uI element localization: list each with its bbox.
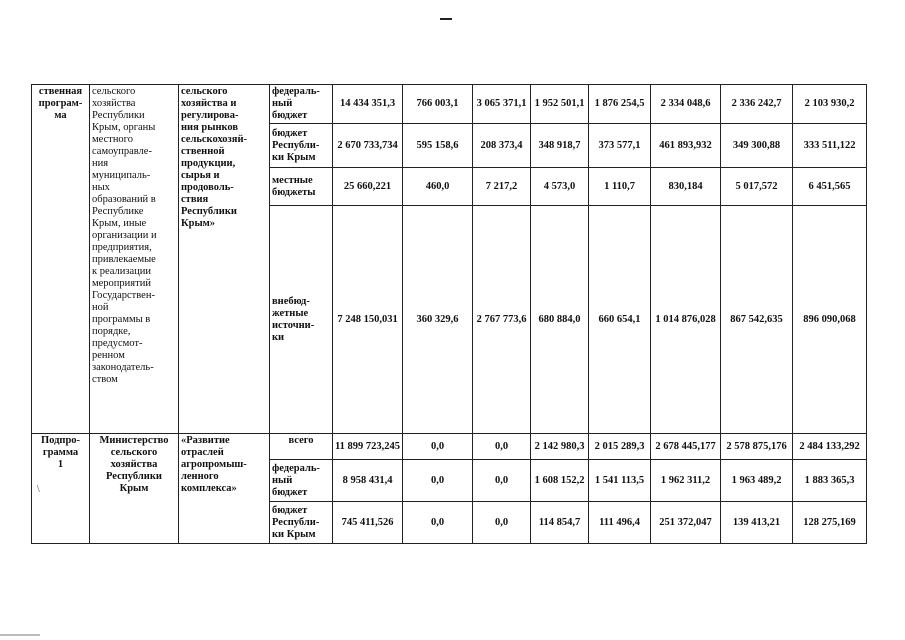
- value-cell: 373 577,1: [589, 124, 651, 168]
- value-cell: 251 372,047: [651, 502, 721, 544]
- value-cell: 333 511,122: [793, 124, 867, 168]
- margin-mark: \: [37, 484, 40, 495]
- value-cell: 1 876 254,5: [589, 85, 651, 124]
- funding-source-cell: местные бюджеты: [270, 168, 333, 206]
- subprogram-cell: Подпро- грамма 1: [32, 434, 90, 544]
- value-cell: 1 963 489,2: [721, 460, 793, 502]
- value-cell: 111 496,4: [589, 502, 651, 544]
- funding-source-cell: бюджет Республи- ки Крым: [270, 124, 333, 168]
- value-cell: 0,0: [473, 434, 531, 460]
- program-cell: ственная програм- ма: [32, 85, 90, 434]
- budget-table: [31, 84, 867, 544]
- value-cell: 461 893,932: [651, 124, 721, 168]
- value-cell: 595 158,6: [403, 124, 473, 168]
- value-cell: 460,0: [403, 168, 473, 206]
- value-cell: 8 958 431,4: [333, 460, 403, 502]
- value-cell: 2 336 242,7: [721, 85, 793, 124]
- value-cell: 1 014 876,028: [651, 206, 721, 434]
- value-cell: 4 573,0: [531, 168, 589, 206]
- value-cell: 1 541 113,5: [589, 460, 651, 502]
- value-cell: 360 329,6: [403, 206, 473, 434]
- funding-source-cell: федераль- ный бюджет: [270, 85, 333, 124]
- value-cell: 0,0: [403, 502, 473, 544]
- value-cell: 2 670 733,734: [333, 124, 403, 168]
- value-cell: 1 883 365,3: [793, 460, 867, 502]
- value-cell: 2 484 133,292: [793, 434, 867, 460]
- value-cell: 1 952 501,1: [531, 85, 589, 124]
- executor-cell: Министерство сельского хозяйства Республики Крым: [90, 434, 179, 544]
- value-cell: 867 542,635: [721, 206, 793, 434]
- value-cell: 766 003,1: [403, 85, 473, 124]
- value-cell: 349 300,88: [721, 124, 793, 168]
- value-cell: 128 275,169: [793, 502, 867, 544]
- value-cell: 0,0: [403, 460, 473, 502]
- value-cell: 7 248 150,031: [333, 206, 403, 434]
- value-cell: 208 373,4: [473, 124, 531, 168]
- value-cell: 2 767 773,6: [473, 206, 531, 434]
- table-row: [32, 85, 867, 124]
- value-cell: 7 217,2: [473, 168, 531, 206]
- value-cell: 1 110,7: [589, 168, 651, 206]
- value-cell: 830,184: [651, 168, 721, 206]
- value-cell: 0,0: [403, 434, 473, 460]
- executor-cell: сельского хозяйства Республики Крым, органы местного самоуправле- ния муниципаль- ных образований в Республике Крым, иные организации и предприятия, привлекаемые к реализации мероприятий Государствен- ной программы в порядке, предусмот- ренном законодатель- ством: [90, 85, 179, 434]
- value-cell: 1 962 311,2: [651, 460, 721, 502]
- value-cell: 139 413,21: [721, 502, 793, 544]
- table-row: [32, 434, 867, 460]
- value-cell: 2 578 875,176: [721, 434, 793, 460]
- value-cell: 896 090,068: [793, 206, 867, 434]
- value-cell: 2 015 289,3: [589, 434, 651, 460]
- value-cell: 11 899 723,245: [333, 434, 403, 460]
- value-cell: 5 017,572: [721, 168, 793, 206]
- value-cell: 1 608 152,2: [531, 460, 589, 502]
- value-cell: 2 142 980,3: [531, 434, 589, 460]
- funding-source-cell: внебюд- жетные источни- ки: [270, 206, 333, 434]
- value-cell: 0,0: [473, 460, 531, 502]
- value-cell: 2 334 048,6: [651, 85, 721, 124]
- value-cell: 745 411,526: [333, 502, 403, 544]
- value-cell: 114 854,7: [531, 502, 589, 544]
- value-cell: 14 434 351,3: [333, 85, 403, 124]
- funding-source-cell: бюджет Республи- ки Крым: [270, 502, 333, 544]
- value-cell: 348 918,7: [531, 124, 589, 168]
- program-name-cell: «Развитие отраслей агропромыш- ленного комплекса»: [179, 434, 270, 544]
- value-cell: 2 103 930,2: [793, 85, 867, 124]
- program-name-cell: сельского хозяйства и регулирова- ния рынков сельскохозяй- ственной продукции, сырья и продоволь- ствия Республики Крым»: [179, 85, 270, 434]
- value-cell: 3 065 371,1: [473, 85, 531, 124]
- value-cell: 6 451,565: [793, 168, 867, 206]
- value-cell: 680 884,0: [531, 206, 589, 434]
- page-bottom-mark: [0, 634, 40, 636]
- funding-source-cell: всего: [270, 434, 333, 460]
- value-cell: 2 678 445,177: [651, 434, 721, 460]
- value-cell: 660 654,1: [589, 206, 651, 434]
- value-cell: 25 660,221: [333, 168, 403, 206]
- value-cell: 0,0: [473, 502, 531, 544]
- funding-source-cell: федераль- ный бюджет: [270, 460, 333, 502]
- page-top-mark: [440, 18, 452, 20]
